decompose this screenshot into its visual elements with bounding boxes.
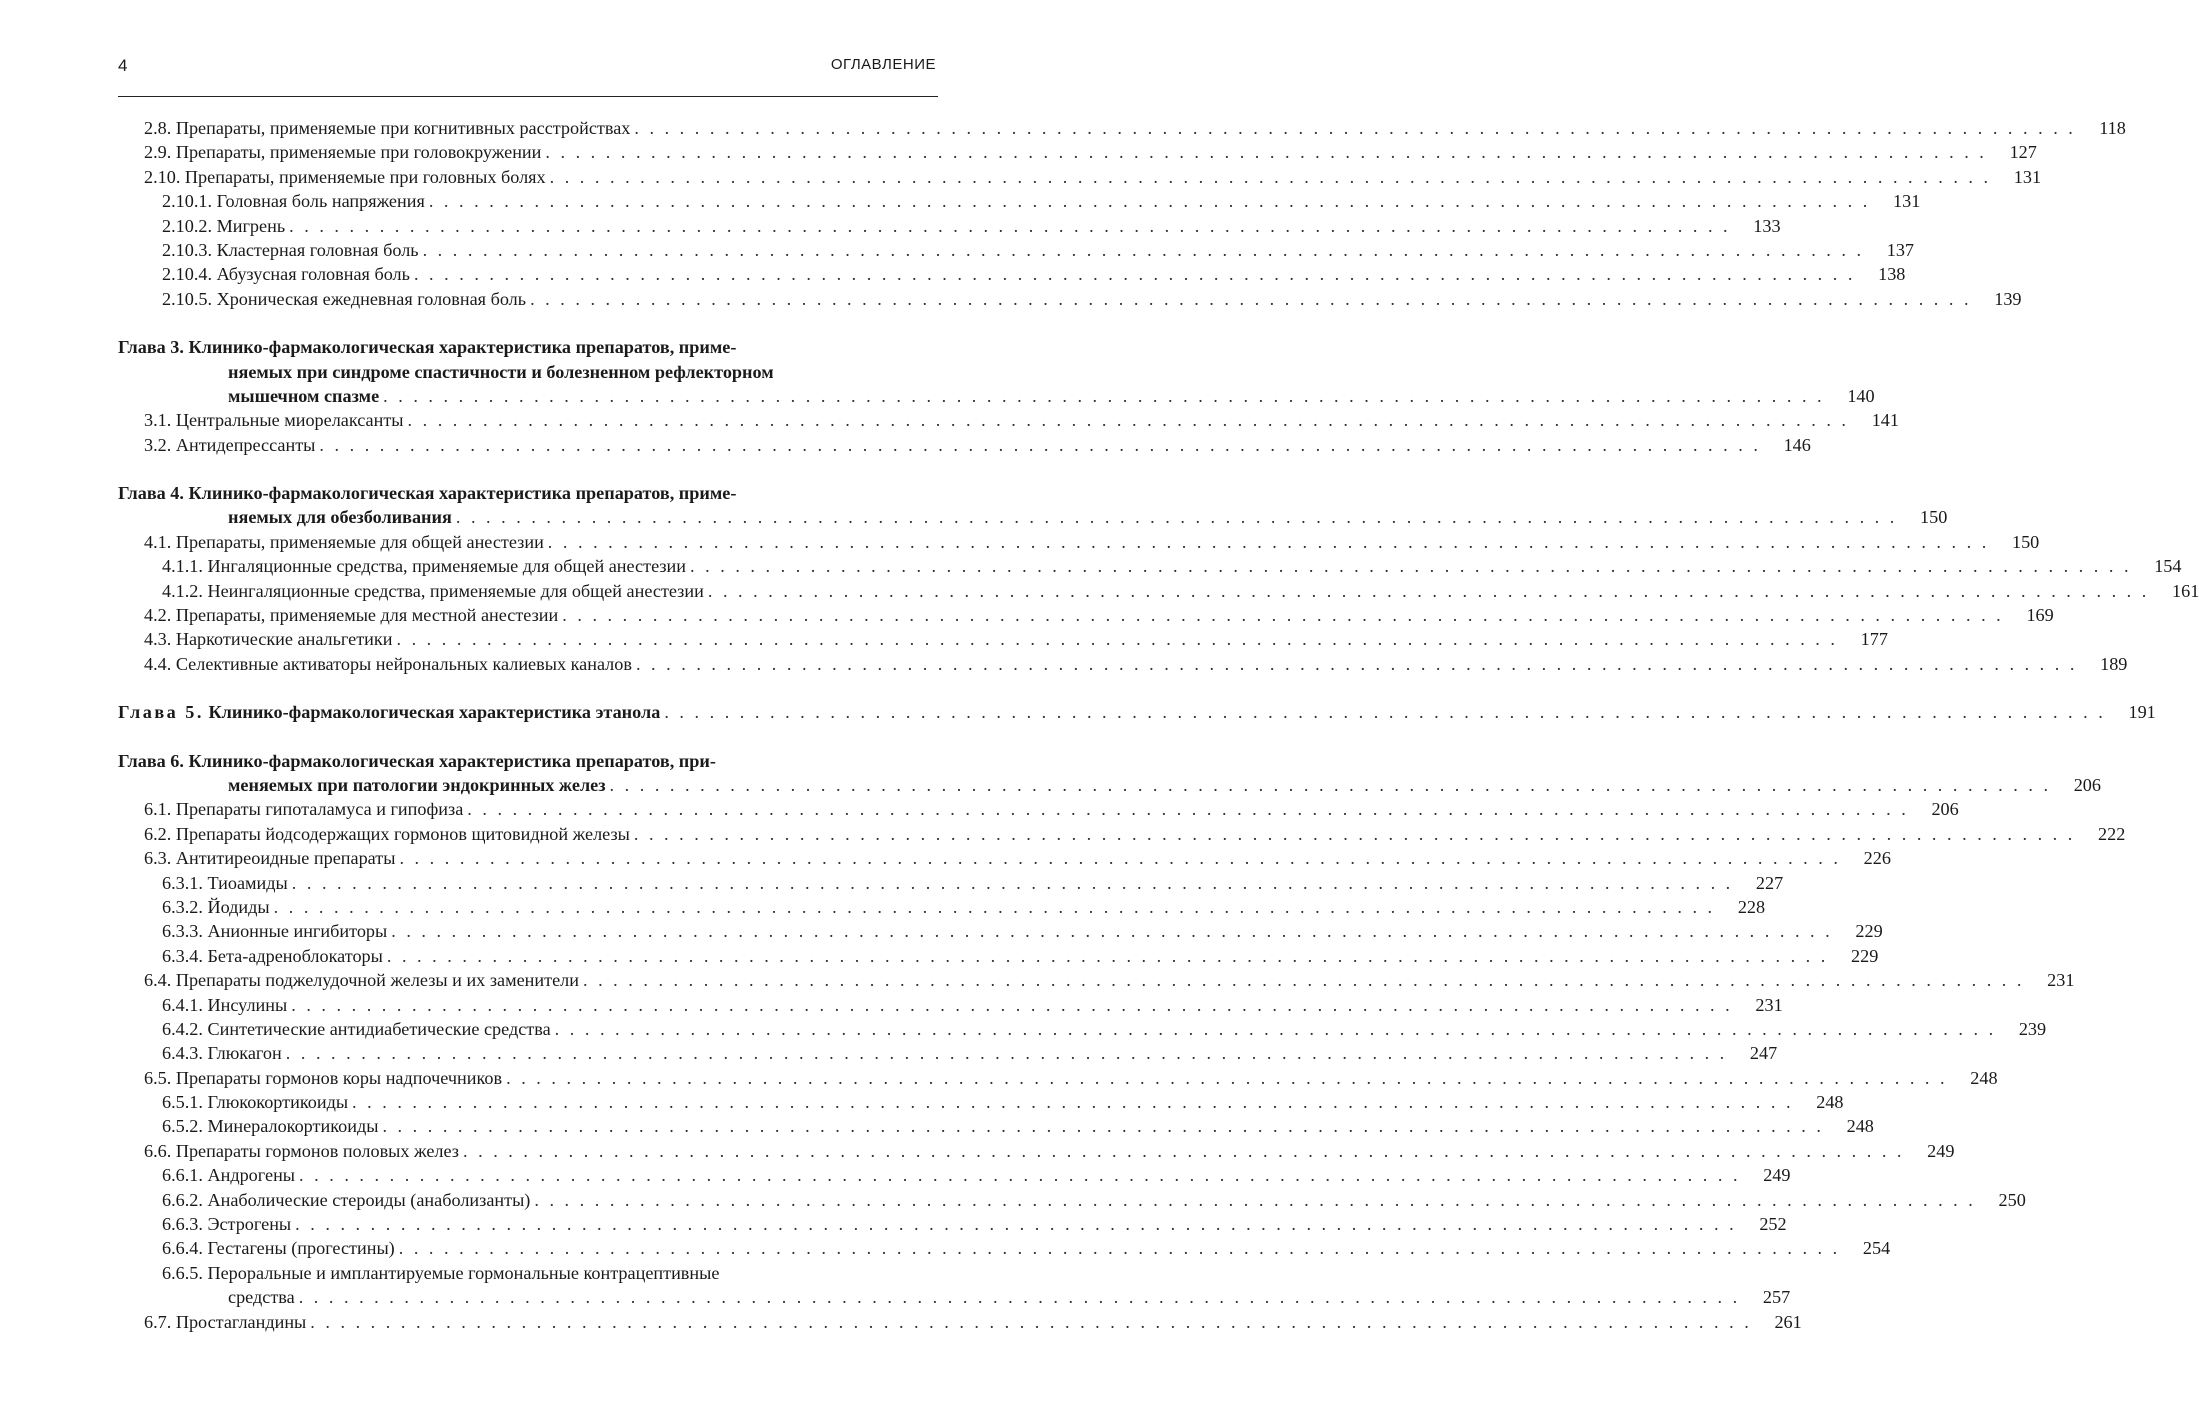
toc-entry-page: 118: [2099, 118, 2126, 138]
toc-entry-page: 137: [1886, 239, 1915, 260]
dot-leader: . . . . . . . . . . . . . . . . . . . . . . . . . . . . . . . . . . . . . . . . . . . . . . . . . . . . . . . . . . . . . . . . . . . . . . . . . . . . . . . . . . . . . . . . . . . . . . . .: [398, 1238, 1841, 1259]
toc-entry-title: 6.3.1. Тиоамиды: [162, 872, 288, 893]
toc-entry-title: 6.4.3. Глюкагон: [162, 1043, 282, 1064]
toc-subentry[interactable]: [118, 262, 1906, 286]
toc-entry-title: 6.6. Препараты гормонов половых желез: [144, 1140, 459, 1161]
toc-entry-title: 6.2. Препараты йодсодержащих гормонов щитовидной железы: [144, 823, 630, 844]
toc-entry-title: 4.4. Селективные активаторы нейрональных калиевых каналов: [144, 653, 632, 674]
chapter-label: Глава 5.: [118, 702, 204, 723]
toc-entry[interactable]: [118, 652, 2128, 676]
toc-subentry[interactable]: [118, 1188, 2026, 1212]
toc-entry-page: 250: [1998, 1189, 2026, 1210]
chapter-title-text: Клинико-фармакологическая характеристика этанола: [208, 702, 661, 723]
toc-subentry[interactable]: [118, 1163, 1791, 1187]
dot-leader: . . . . . . . . . . . . . . . . . . . . . . . . . . . . . . . . . . . . . . . . . . . . . . . . . . . . . . . . . . . . . . . . . . . . . . . . . . . . . . . . . . . . . . . . . . . . . . . .: [534, 1189, 1976, 1210]
dot-leader: . . . . . . . . . . . . . . . . . . . . . . . . . . . . . . . . . . . . . . . . . . . . . . . . . . . . . . . . . . . . . . . . . . . . . . . . . . . . . . . . . . . . . . . . . . . . . . . .: [352, 1092, 1794, 1113]
toc-entry[interactable]: [118, 1139, 1955, 1163]
dot-leader: . . . . . . . . . . . . . . . . . . . . . . . . . . . . . . . . . . . . . . . . . . . . . . . . . . . . . . . . . . . . . . . . . . . . . . . . . . . . . . . . . . . . . . . . . . . . . . . .: [413, 264, 1856, 285]
dot-leader: . . . . . . . . . . . . . . . . . . . . . . . . . . . . . . . . . . . . . . . . . . . . . . . . . . . . . . . . . . . . . . . . . . . . . . . . . . . . . . . . . . . . . . . . . . . . . . . .: [428, 191, 1871, 212]
toc-entry-page: 228: [1737, 896, 1766, 917]
toc-entry-title: 2.9. Препараты, применяемые при головокружении: [144, 142, 542, 163]
toc-entry-title: 4.3. Наркотические анальгетики: [144, 629, 393, 650]
toc-subentry[interactable]: [118, 1212, 1787, 1236]
chapter-5-entry[interactable]: [118, 700, 2156, 724]
toc-entry-title: 2.10.4. Абузусная головная боль: [162, 264, 410, 285]
toc-entry[interactable]: [118, 822, 2126, 846]
dot-leader: . . . . . . . . . . . . . . . . . . . . . . . . . . . . . . . . . . . . . . . . . . . . . . . . . . . . . . . . . . . . . . . . . . . . . . . . . . . . . . . . . . . . . . . . . . . . . . . .: [289, 215, 1731, 236]
dot-leader: . . . . . . . . . . . . . . . . . . . . . . . . . . . . . . . . . . . . . . . . . . . . . . . . . . . . . . . . . . . . . . . . . . . . . . . . . . . . . . . . . . . . . . . . . . . . . . . .: [396, 629, 1838, 650]
dot-leader: . . . . . . . . . . . . . . . . . . . . . . . . . . . . . . . . . . . . . . . . . . . . . . . . . . . . . . . . . . . . . . . . . . . . . . . . . . . . . . . . . . . . . . . . . . . . . . . .: [545, 142, 1987, 163]
toc-entry-title: 6.4.2. Синтетические антидиабетические средства: [162, 1018, 551, 1039]
toc-entry-title: 6.5.1. Глюкокортикоиды: [162, 1092, 349, 1113]
dot-leader: . . . . . . . . . . . . . . . . . . . . . . . . . . . . . . . . . . . . . . . . . . . . . . . . . . . . . . . . . . . . . . . . . . . . . . . . . . . . . . . . . . . . . . . . . . . . . . . .: [530, 288, 1972, 309]
toc-subentry[interactable]: [118, 1114, 1874, 1138]
toc-entry-title: 6.4.1. Инсулины: [162, 994, 288, 1015]
dot-leader: . . . . . . . . . . . . . . . . . . . . . . . . . . . . . . . . . . . . . . . . . . . . . . . . . . . . . . . . . . . . . . . . . . . . . . . . . . . . . . . . . . . . . . . . . . . . . . . .: [299, 1165, 1741, 1186]
dot-leader: . . . . . . . . . . . . . . . . . . . . . . . . . . . . . . . . . . . . . . . . . . . . . . . . . . . . . . . . . . . . . . . . . . . . . . . . . . . . . . . . . . . . . . . . . . . . . . . .: [422, 239, 1865, 260]
toc-entry-title: 2.10.2. Мигрень: [162, 215, 286, 236]
dot-leader: . . . . . . . . . . . . . . . . . . . . . . . . . . . . . . . . . . . . . . . . . . . . . . . . . . . . . . . . . . . . . . . . . . . . . . . . . . . . . . . . . . . . . . . . . . . . . . . .: [310, 1311, 1752, 1332]
toc-subentry[interactable]: [118, 1017, 2047, 1041]
toc-entry[interactable]: [118, 846, 1891, 870]
toc-entry-page: 231: [1755, 994, 1783, 1015]
toc-entry-page: 141: [1871, 410, 1899, 431]
dot-leader: . . . . . . . . . . . . . . . . . . . . . . . . . . . . . . . . . . . . . . . . . . . . . . . . . . . . . . . . . . . . . . . . . . . . . . . . . . . . . . . . . . . . . . . . . . . . . . . .: [319, 434, 1761, 455]
toc-entry-page: 254: [1862, 1238, 1891, 1259]
toc-entry-page: 257: [1762, 1287, 1791, 1308]
toc-entry-page: 247: [1749, 1043, 1778, 1064]
dot-leader: . . . . . . . . . . . . . . . . . . . . . . . . . . . . . . . . . . . . . . . . . . . . . . . . . . . . . . . . . . . . . . . . . . . . . . . . . . . . . . . . . . . . . . . . . . . . . . . .: [609, 774, 2051, 795]
toc-entry-page: 229: [1851, 945, 1879, 966]
chapter-title-line: Клинико-фармакологическая характеристика препаратов, приме-: [188, 337, 737, 358]
toc-entry-title: 6.4. Препараты поджелудочной железы и их заменители: [144, 970, 579, 991]
dot-leader: . . . . . . . . . . . . . . . . . . . . . . . . . . . . . . . . . . . . . . . . . . . . . . . . . . . . . . . . . . . . . . . . . . . . . . . . . . . . . . . . . . . . . . . . . . . . . . . .: [463, 1140, 1905, 1161]
toc-entry-title: 6.6.3. Эстрогены: [162, 1214, 292, 1235]
dot-leader: . . . . . . . . . . . . . . . . . . . . . . . . . . . . . . . . . . . . . . . . . . . . . . . . . . . . . . . . . . . . . . . . . . . . . . . . . . . . . . . . . . . . . . . . . . . . . . . .: [690, 556, 2132, 577]
toc-entry-title: 6.6.1. Андрогены: [162, 1165, 296, 1186]
chapter-6-entry[interactable]: [118, 773, 2101, 797]
toc-subentry[interactable]: [118, 214, 1781, 238]
chapter-4-heading[interactable]: [118, 481, 938, 505]
toc-entry-page: 206: [1931, 799, 1959, 820]
toc-entry-title: 4.2. Препараты, применяемые для местной анестезии: [144, 605, 559, 626]
toc-entry[interactable]: [118, 627, 1888, 651]
toc-entry-page: 239: [2018, 1018, 2047, 1039]
toc-entry-title: 4.1.1. Ингаляционные средства, применяемые для общей анестезии: [162, 556, 687, 577]
toc-entry-page: 248: [1846, 1116, 1874, 1137]
dot-leader: . . . . . . . . . . . . . . . . . . . . . . . . . . . . . . . . . . . . . . . . . . . . . . . . . . . . . . . . . . . . . . . . . . . . . . . . . . . . . . . . . . . . . . . . . . . . . . . .: [382, 1116, 1824, 1137]
chapter-title-line: Клинико-фармакологическая характеристика препаратов, приме-: [188, 483, 737, 504]
dot-leader: . . . . . . . . . . . . . . . . . . . . . . . . . . . . . . . . . . . . . . . . . . . . . . . . . . . . . . . . . . . . . . . . . . . . . . . . . . . . . . . . . . . . . . . . . . . . . . . .: [554, 1018, 1997, 1039]
toc-entry-page: 169: [2026, 605, 2054, 626]
toc-entry[interactable]: [118, 1310, 1802, 1334]
toc-entry-page: 161: [2172, 580, 2199, 601]
chapter-title-line: меняемых при патологии эндокринных желез: [228, 774, 606, 795]
toc-subentry[interactable]: [118, 919, 1883, 943]
toc-entry-page: 127: [2009, 142, 2037, 163]
toc-subentry[interactable]: [118, 189, 1921, 213]
toc-entry-page: 150: [1920, 507, 1948, 528]
toc-entry-page: 189: [2100, 653, 2128, 674]
toc-entry-page: 140: [1847, 385, 1875, 406]
chapter-title-line: мышечном спазме: [228, 385, 380, 406]
dot-leader: . . . . . . . . . . . . . . . . . . . . . . . . . . . . . . . . . . . . . . . . . . . . . . . . . . . . . . . . . . . . . . . . . . . . . . . . . . . . . . . . . . . . . . . . . . . . . . . .: [582, 970, 2025, 991]
dot-leader: . . . . . . . . . . . . . . . . . . . . . . . . . . . . . . . . . . . . . . . . . . . . . . . . . . . . . . . . . . . . . . . . . . . . . . . . . . . . . . . . . . . . . . . . . . . . . . . .: [506, 1067, 1948, 1088]
dot-leader: . . . . . . . . . . . . . . . . . . . . . . . . . . . . . . . . . . . . . . . . . . . . . . . . . . . . . . . . . . . . . . . . . . . . . . . . . . . . . . . . . . . . . . . . . . . . . . . .: [391, 921, 1833, 942]
toc-entry-page: 131: [2013, 166, 2042, 187]
toc-subentry[interactable]: [118, 895, 1766, 919]
toc-subentry[interactable]: [118, 238, 1915, 262]
toc-entry-title: 2.10. Препараты, применяемые при головных болях: [144, 166, 546, 187]
toc-entry[interactable]: [118, 165, 2042, 189]
chapter-title-line: [118, 700, 660, 724]
toc-entry-page: 138: [1878, 264, 1906, 285]
toc-entry-page: 133: [1753, 215, 1781, 236]
page-number: 4: [118, 56, 128, 75]
toc-subentry[interactable]: [118, 871, 1784, 895]
dot-leader: . . . . . . . . . . . . . . . . . . . . . . . . . . . . . . . . . . . . . . . . . . . . . . . . . . . . . . . . . . . . . . . . . . . . . . . . . . . . . . . . . . . . . . . . . . . . . . . .: [407, 410, 1849, 431]
toc-entry-page: 249: [1763, 1165, 1791, 1186]
chapter-label: Глава 3.: [118, 337, 184, 358]
toc-entry-title: 6.3.2. Йодиды: [162, 896, 270, 917]
dot-leader: . . . . . . . . . . . . . . . . . . . . . . . . . . . . . . . . . . . . . . . . . . . . . . . . . . . . . . . . . . . . . . . . . . . . . . . . . . . . . . . . . . . . . . . . . . . . . . . .: [549, 166, 1992, 187]
toc-subentry[interactable]: [118, 1236, 1891, 1260]
dot-leader: . . . . . . . . . . . . . . . . . . . . . . . . . . . . . . . . . . . . . . . . . . . . . . . . . . . . . . . . . . . . . . . . . . . . . . . . . . . . . . . . . . . . . . . . . . . . . . . .: [291, 872, 1734, 893]
toc-entry-title: 4.1.2. Неингаляционные средства, применяемые для общей анестезии: [162, 580, 704, 601]
dot-leader: . . . . . . . . . . . . . . . . . . . . . . . . . . . . . . . . . . . . . . . . . . . . . . . . . . . . . . . . . . . . . . . . . . . . . . . . . . . . . . . . . . . . . . . . . . . . . . . .: [633, 823, 2076, 844]
toc-entry-title: 6.6.2. Анаболические стероиды (анаболизанты): [162, 1189, 531, 1210]
toc-entry-title: 2.10.3. Кластерная головная боль: [162, 239, 419, 260]
toc-entry[interactable]: [118, 530, 2040, 554]
toc-entry-page: 252: [1759, 1214, 1787, 1235]
header-rule: [118, 96, 938, 97]
toc-entry[interactable]: [118, 433, 1811, 457]
dot-leader: . . . . . . . . . . . . . . . . . . . . . . . . . . . . . . . . . . . . . . . . . . . . . . . . . . . . . . . . . . . . . . . . . . . . . . . . . . . . . . . . . . . . . . . . . . . . . . . .: [547, 531, 1990, 552]
toc-entry-page: 248: [1970, 1067, 1998, 1088]
toc-entry-page: 154: [2154, 556, 2182, 577]
chapter-label: Глава 4.: [118, 483, 184, 504]
toc-entry-page: 261: [1774, 1311, 1802, 1332]
toc-entry-page: 131: [1893, 191, 1921, 212]
toc-entry[interactable]: [118, 1066, 1998, 1090]
toc-entry[interactable]: [118, 408, 1899, 432]
toc-entry-title: 6.5.2. Минералокортикоиды: [162, 1116, 379, 1137]
toc-entry-title: 6.5. Препараты гормонов коры надпочечников: [144, 1067, 503, 1088]
chapter-4-entry[interactable]: [118, 505, 1948, 529]
dot-leader: . . . . . . . . . . . . . . . . . . . . . . . . . . . . . . . . . . . . . . . . . . . . . . . . . . . . . . . . . . . . . . . . . . . . . . . . . . . . . . . . . . . . . . . . . . . . . . . .: [285, 1043, 1728, 1064]
dot-leader: . . . . . . . . . . . . . . . . . . . . . . . . . . . . . . . . . . . . . . . . . . . . . . . . . . . . . . . . . . . . . . . . . . . . . . . . . . . . . . . . . . . . . . . . . . . . . . . .: [399, 848, 1841, 869]
chapter-title-continuation: [118, 360, 938, 384]
dot-leader: . . . . . . . . . . . . . . . . . . . . . . . . . . . . . . . . . . . . . . . . . . . . . . . . . . . . . . . . . . . . . . . . . . . . . . . . . . . . . . . . . . . . . . . . . . . . . . . .: [707, 580, 2150, 601]
toc-entry-page: 191: [2128, 702, 2156, 723]
chapter-6-heading[interactable]: [118, 749, 938, 773]
toc-subentry[interactable]: [118, 287, 2022, 311]
toc-entry[interactable]: [118, 968, 2075, 992]
toc-entry-title: 6.3.3. Анионные ингибиторы: [162, 921, 388, 942]
toc-entry-page: 222: [2098, 823, 2126, 844]
toc-entry-title: 6.7. Простагландины: [144, 1311, 307, 1332]
toc-subentry[interactable]: [118, 1090, 1844, 1114]
dot-leader: . . . . . . . . . . . . . . . . . . . . . . . . . . . . . . . . . . . . . . . . . . . . . . . . . . . . . . . . . . . . . . . . . . . . . . . . . . . . . . . . . . . . . . . . . . . . . . . .: [634, 118, 2076, 138]
toc-subentry[interactable]: [118, 944, 1879, 968]
running-header-title: ОГЛАВЛЕНИЕ: [830, 56, 936, 73]
dot-leader: . . . . . . . . . . . . . . . . . . . . . . . . . . . . . . . . . . . . . . . . . . . . . . . . . . . . . . . . . . . . . . . . . . . . . . . . . . . . . . . . . . . . . . . . . . . . . . . .: [298, 1287, 1741, 1308]
toc-entry[interactable]: [118, 797, 1959, 821]
toc-entry-title: 3.2. Антидепрессанты: [144, 434, 316, 455]
toc-entry-page: 150: [2011, 531, 2040, 552]
chapter-title-line: няемых при синдроме спастичности и болезненном рефлекторном: [228, 361, 774, 382]
toc-entry[interactable]: [118, 116, 2126, 140]
toc-entry-page: 206: [2073, 774, 2101, 795]
toc-entry[interactable]: [118, 140, 2037, 164]
toc-entry-page: 139: [1994, 288, 2022, 309]
toc-entry-title: 6.3.4. Бета-адреноблокаторы: [162, 945, 383, 966]
toc-entry-title: средства: [228, 1287, 295, 1308]
dot-leader: . . . . . . . . . . . . . . . . . . . . . . . . . . . . . . . . . . . . . . . . . . . . . . . . . . . . . . . . . . . . . . . . . . . . . . . . . . . . . . . . . . . . . . . . . . . . . . . .: [467, 799, 1909, 820]
toc-subentry-continuation[interactable]: [118, 1285, 1791, 1309]
chapter-3-entry[interactable]: [118, 384, 1875, 408]
dot-leader: . . . . . . . . . . . . . . . . . . . . . . . . . . . . . . . . . . . . . . . . . . . . . . . . . . . . . . . . . . . . . . . . . . . . . . . . . . . . . . . . . . . . . . . . . . . . . . . .: [273, 896, 1716, 917]
dot-leader: . . . . . . . . . . . . . . . . . . . . . . . . . . . . . . . . . . . . . . . . . . . . . . . . . . . . . . . . . . . . . . . . . . . . . . . . . . . . . . . . . . . . . . . . . . . . . . . .: [295, 1214, 1737, 1235]
toc-entry-page: 248: [1816, 1092, 1844, 1113]
toc-entry-title: 2.8. Препараты, применяемые при когнитивных расстройствах: [144, 118, 631, 138]
toc-entry[interactable]: [118, 603, 2054, 627]
dot-leader: . . . . . . . . . . . . . . . . . . . . . . . . . . . . . . . . . . . . . . . . . . . . . . . . . . . . . . . . . . . . . . . . . . . . . . . . . . . . . . . . . . . . . . . . . . . . . . . .: [664, 702, 2106, 723]
toc-entry-page: 177: [1860, 629, 1888, 650]
dot-leader: . . . . . . . . . . . . . . . . . . . . . . . . . . . . . . . . . . . . . . . . . . . . . . . . . . . . . . . . . . . . . . . . . . . . . . . . . . . . . . . . . . . . . . . . . . . . . . . .: [291, 994, 1733, 1015]
toc-entry-title: 6.6.4. Гестагены (прогестины): [162, 1238, 395, 1259]
dot-leader: . . . . . . . . . . . . . . . . . . . . . . . . . . . . . . . . . . . . . . . . . . . . . . . . . . . . . . . . . . . . . . . . . . . . . . . . . . . . . . . . . . . . . . . . . . . . . . . .: [455, 507, 1898, 528]
toc-entry-title: 6.6.5. Пероральные и имплантируемые гормональные контрацептивные: [162, 1262, 720, 1283]
dot-leader: . . . . . . . . . . . . . . . . . . . . . . . . . . . . . . . . . . . . . . . . . . . . . . . . . . . . . . . . . . . . . . . . . . . . . . . . . . . . . . . . . . . . . . . . . . . . . . . .: [383, 385, 1825, 406]
toc-entry-page: 146: [1783, 434, 1811, 455]
dot-leader: . . . . . . . . . . . . . . . . . . . . . . . . . . . . . . . . . . . . . . . . . . . . . . . . . . . . . . . . . . . . . . . . . . . . . . . . . . . . . . . . . . . . . . . . . . . . . . . .: [562, 605, 2004, 626]
toc-entry-title: 2.10.5. Хроническая ежедневная головная боль: [162, 288, 527, 309]
toc-entry-title: 3.1. Центральные миорелаксанты: [144, 410, 404, 431]
toc-entry-page: 249: [1927, 1140, 1955, 1161]
dot-leader: . . . . . . . . . . . . . . . . . . . . . . . . . . . . . . . . . . . . . . . . . . . . . . . . . . . . . . . . . . . . . . . . . . . . . . . . . . . . . . . . . . . . . . . . . . . . . . . .: [386, 945, 1829, 966]
toc-subentry[interactable]: [118, 554, 2182, 578]
chapter-label: Глава 6.: [118, 750, 184, 771]
toc-entry-page: 231: [2047, 970, 2075, 991]
toc-entry-title: 6.3. Антитиреоидные препараты: [144, 848, 396, 869]
toc-subentry[interactable]: [118, 1261, 938, 1285]
toc-subentry[interactable]: [118, 579, 2199, 603]
toc-subentry[interactable]: [118, 993, 1783, 1017]
toc-entry-title: 2.10.1. Головная боль напряжения: [162, 191, 425, 212]
toc-entry-title: 4.1. Препараты, применяемые для общей анестезии: [144, 531, 544, 552]
toc-subentry[interactable]: [118, 1041, 1778, 1065]
toc-entry-title: 6.1. Препараты гипоталамуса и гипофиза: [144, 799, 464, 820]
table-of-contents: [118, 116, 2199, 1334]
toc-entry-page: 226: [1863, 848, 1891, 869]
toc-entry-page: 229: [1855, 921, 1883, 942]
toc-entry-page: 227: [1755, 872, 1784, 893]
chapter-3-heading[interactable]: [118, 335, 938, 359]
chapter-title-line: няемых для обезболивания: [228, 507, 452, 528]
dot-leader: . . . . . . . . . . . . . . . . . . . . . . . . . . . . . . . . . . . . . . . . . . . . . . . . . . . . . . . . . . . . . . . . . . . . . . . . . . . . . . . . . . . . . . . . . . . . . . . .: [635, 653, 2078, 674]
chapter-title-line: Клинико-фармакологическая характеристика препаратов, при-: [188, 750, 716, 771]
